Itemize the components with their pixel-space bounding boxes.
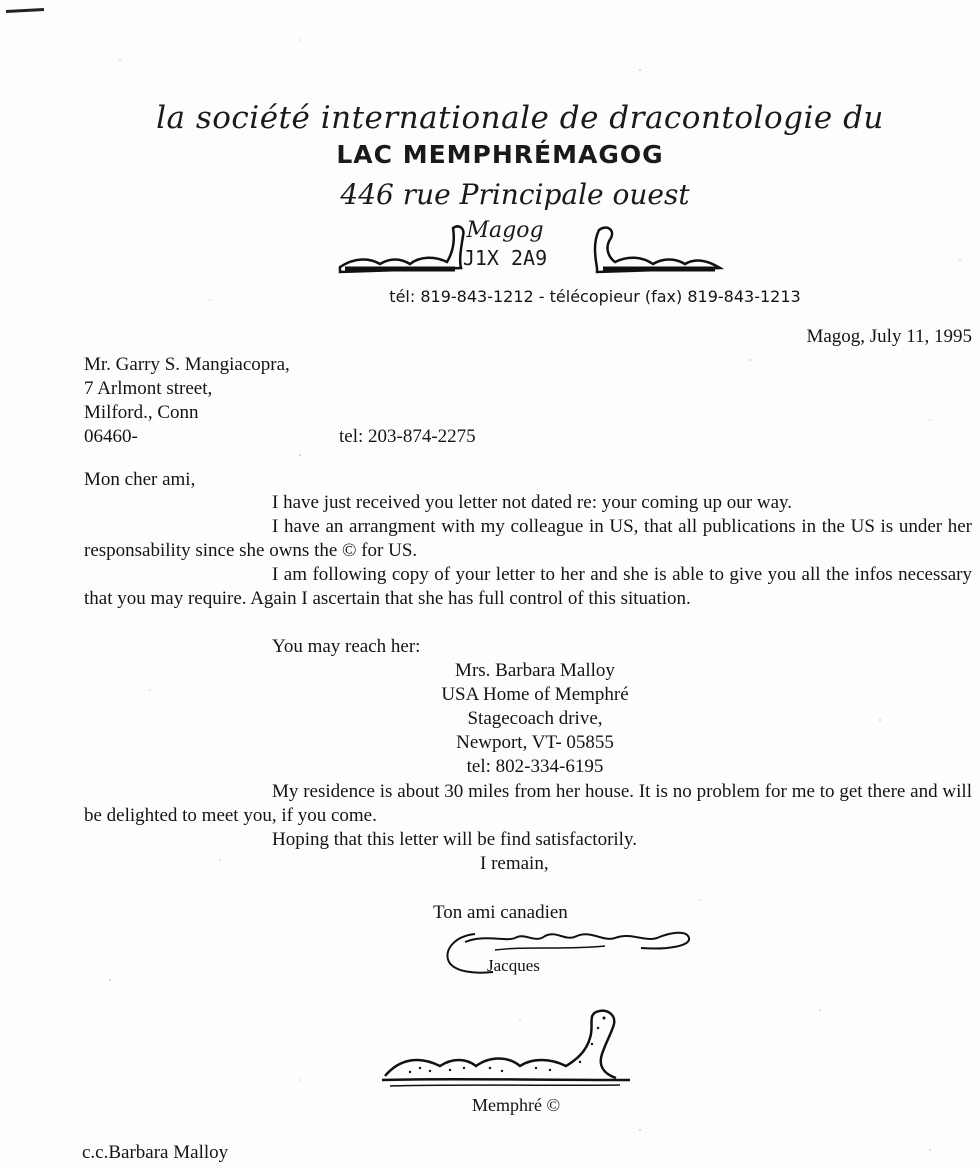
recipient-city: Milford., Conn — [84, 402, 199, 423]
letterhead-org-line: la société internationale de dracontologie du — [156, 100, 884, 136]
contact-name: Mrs. Barbara Malloy — [455, 660, 615, 681]
body-paragraph: I have an arrangment with my colleague in US, that all publications in the US is under her responsability since she owns the © for US. — [84, 516, 972, 561]
remain-line: I remain, — [480, 853, 549, 874]
contact-tel: tel: 802-334-6195 — [466, 756, 604, 777]
body-paragraph: I have just received you letter not dated re: your coming up our way. — [272, 492, 793, 513]
corner-mark — [6, 8, 44, 13]
letterhead-street: 446 rue Principale ouest — [340, 178, 690, 211]
salutation: Mon cher ami, — [84, 469, 196, 490]
body-paragraph: I am following copy of your letter to her and she is able to give you all the infos necessary that you may require. Again I ascertain that she has full control of this situation. — [84, 564, 972, 609]
letterhead-contact: tél: 819-843-1212 - télécopieur (fax) 819-843-1213 — [389, 287, 801, 306]
letter-date: Magog, July 11, 1995 — [806, 326, 972, 347]
recipient-tel: tel: 203-874-2275 — [339, 426, 476, 447]
memphre-label: Memphré © — [472, 1095, 561, 1115]
contact-street: Stagecoach drive, — [467, 708, 603, 729]
signature-scribble-icon — [435, 920, 695, 980]
signature-name: Jacques — [487, 956, 540, 975]
recipient-street: 7 Arlmont street, — [84, 378, 213, 399]
contact-org: USA Home of Memphré — [441, 684, 629, 705]
cc-line: c.c.Barbara Malloy — [82, 1142, 229, 1163]
sea-serpent-letterhead-icon — [335, 222, 725, 282]
body-paragraph: My residence is about 30 miles from her house. It is no problem for me to get there and will be delighted to meet you, if you come. — [84, 781, 972, 826]
recipient-zip: 06460- — [84, 426, 138, 447]
letterhead-city: Magog — [466, 218, 544, 243]
letterhead-lake: LAC MEMPHRÉMAGOG — [336, 140, 664, 169]
body-paragraph: Hoping that this letter will be find satisfactorily. — [272, 829, 637, 850]
contact-city: Newport, VT- 05855 — [456, 732, 614, 753]
letterhead-postal-code: J1X 2A9 — [462, 246, 548, 270]
closing-line: Ton ami canadien — [433, 902, 568, 923]
recipient-name: Mr. Garry S. Mangiacopra, — [84, 354, 290, 375]
sea-serpent-illustration-icon — [380, 1008, 640, 1098]
body-paragraph: You may reach her: — [272, 636, 421, 657]
